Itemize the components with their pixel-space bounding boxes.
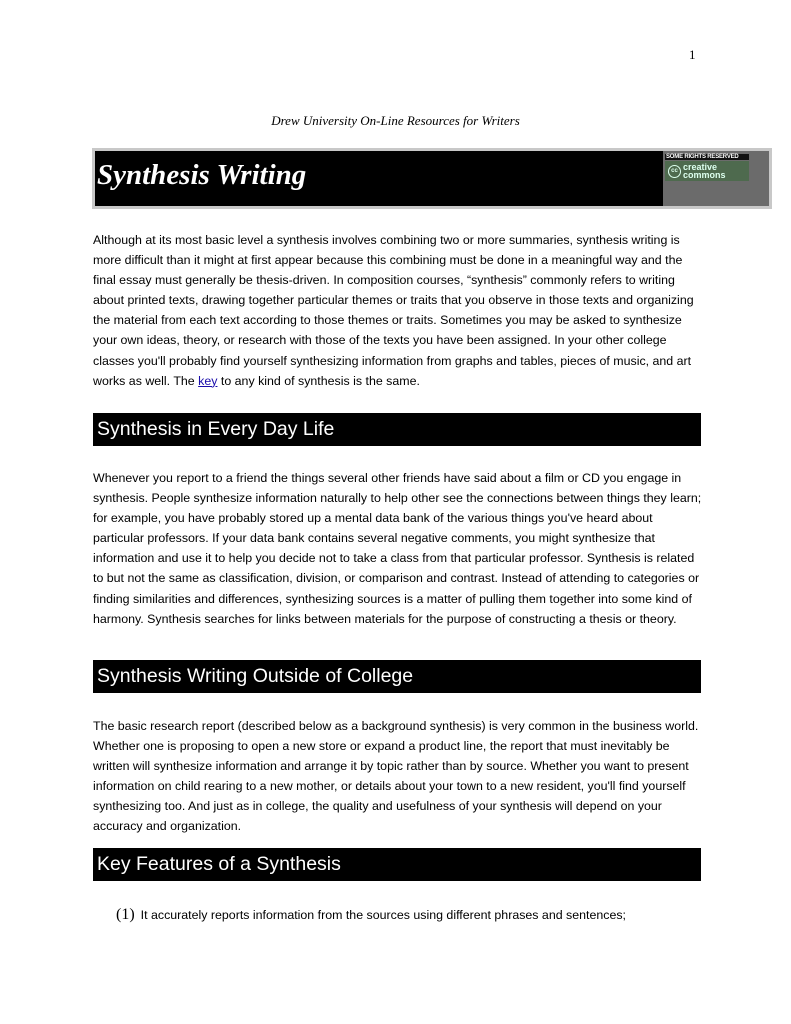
cc-icon: cc: [668, 165, 681, 178]
feature-list-item: (1) It accurately reports information from the sources using different phrases and sentences;: [116, 906, 626, 923]
section-paragraph: The basic research report (described below as a background synthesis) is very common in the business world. Whether one is proposing to open a new store or expand a product line, the report that must inevitably be written will synthesize information and arrange it by topic rather than by source. Whether you want to present information on child rearing to a new mother, or details about your town to a new resident, you'll find yourself synthesizing too. And just as in college, the quality and usefulness of your synthesis will depend on your accuracy and organization.: [93, 719, 699, 834]
document-header: Drew University On-Line Resources for Writers: [271, 113, 520, 128]
page-number: 1: [689, 47, 696, 62]
title-banner: [92, 148, 772, 209]
section-heading: Synthesis Writing Outside of College: [93, 660, 701, 693]
key-link[interactable]: key: [198, 373, 218, 388]
logo-text: commons: [683, 170, 726, 180]
creative-commons-logo[interactable]: [665, 154, 749, 181]
section-paragraph: Whenever you report to a friend the things several other friends have said about a film or CD you engage in synthesis. People synthesize information naturally to help other see the connections between things they learn; for example, you have probably stored up a mental data bank of the various things you've heard about particular professors. If your data bank contains several negative comments, you might synthesize that information and use it to help you decide not to take a class from that particular professor. Synthesis is related to but not the same as classification, division, or comparison and contrast. Instead of attending to categories or finding similarities and differences, synthesizing sources is a matter of pulling them together into some kind of harmony. Synthesis searches for links between materials for the purpose of constructing a thesis or theory.: [93, 471, 702, 626]
intro-paragraph: Although at its most basic level a synthesis involves combining two or more summaries, synthesis writing is more difficult than it might at first appear because this combining must be done in a meaningful way and the final essay must generally be thesis-driven. In composition courses, “synthesis” commonly refers to writing about printed texts, drawing together particular themes or traits that you observe in those texts and organizing the material from each text according to those themes or traits. Sometimes you may be asked to synthesize your own ideas, theory, or research with those of the texts you have been assigned. In your other college classes you'll probably find yourself synthesizing information from graphs and tables, pieces of music, and art works as well. The key to any kind of synthesis is the same.: [93, 233, 694, 388]
section-heading: Key Features of a Synthesis: [93, 848, 701, 881]
rights-label: SOME RIGHTS RESERVED: [665, 154, 749, 160]
section-heading: Synthesis in Every Day Life: [93, 413, 701, 446]
logo-text: creative: [683, 162, 718, 172]
page-title: Synthesis Writing: [97, 159, 307, 191]
